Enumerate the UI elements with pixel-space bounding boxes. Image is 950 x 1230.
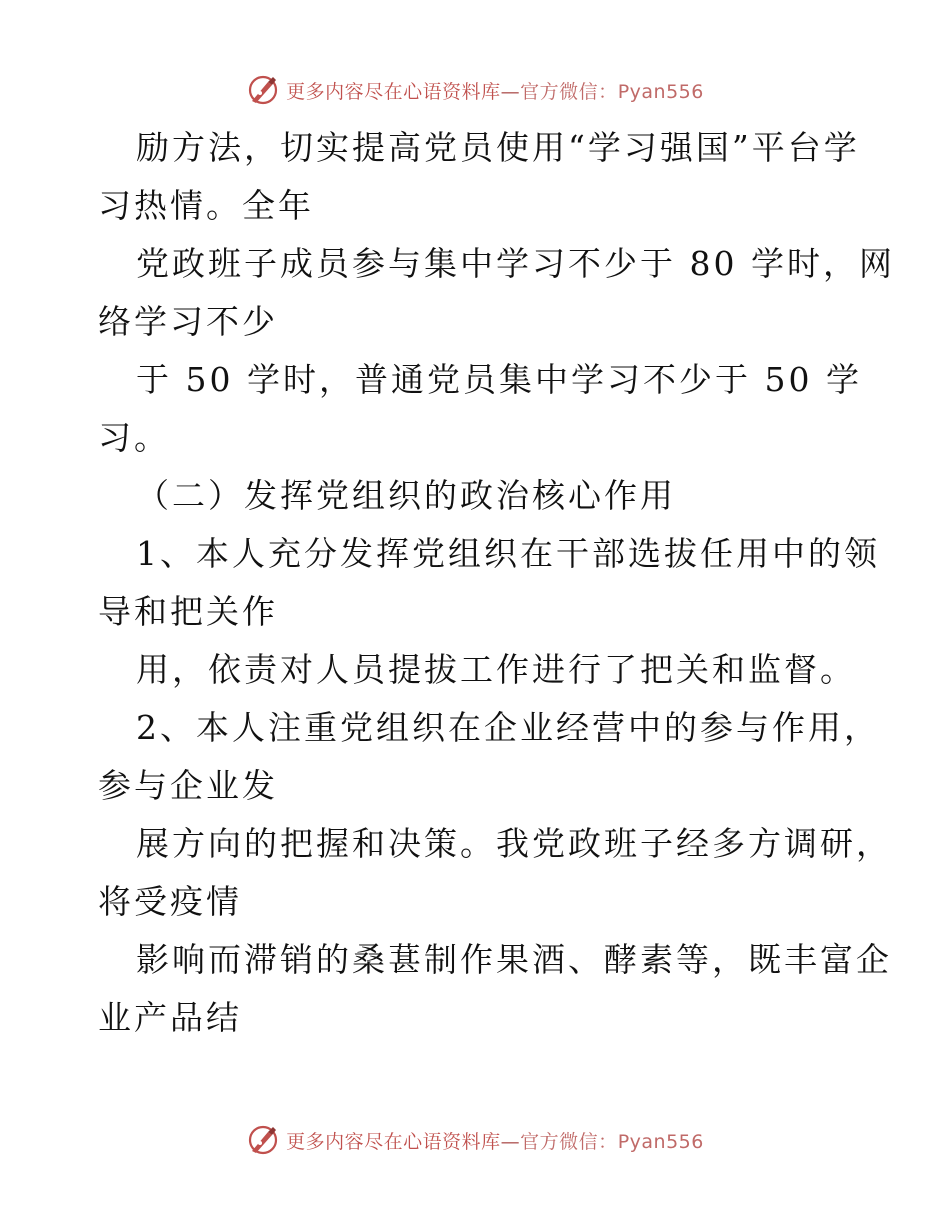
body-line: 络学习不少 — [98, 302, 278, 341]
body-line: 业产品结 — [98, 998, 242, 1037]
body-line: 于 50 学时，普通党员集中学习不少于 50 学 — [136, 360, 862, 399]
body-line: 将受疫情 — [98, 882, 242, 921]
pen-logo-icon — [246, 73, 280, 107]
section-heading: （二）发挥党组织的政治核心作用 — [136, 476, 676, 515]
footer-watermark — [0, 1120, 950, 1160]
watermark-brand: 更多内容尽在心语资料库 — [286, 80, 501, 103]
header-watermark — [0, 70, 950, 110]
body-line: 展方向的把握和决策。我党政班子经多方调研， — [136, 824, 892, 863]
body-line: 党政班子成员参与集中学习不少于 80 学时，网 — [136, 244, 895, 283]
body-line: 用，依责对人员提拔工作进行了把关和监督。 — [136, 650, 856, 689]
watermark-wechat-label: 官方微信： — [520, 1130, 618, 1153]
body-line: 习热情。全年 — [98, 186, 314, 225]
body-line: 习。 — [98, 418, 170, 457]
watermark-wechat-id: Pyan556 — [617, 1130, 704, 1153]
body-line: 导和把关作 — [98, 592, 278, 631]
watermark-separator: — — [500, 1130, 521, 1153]
body-line: 1、本人充分发挥党组织在干部选拔任用中的领 — [136, 534, 880, 573]
body-line: 参与企业发 — [98, 766, 278, 805]
watermark-text — [286, 77, 704, 104]
pen-logo-icon — [246, 1123, 280, 1157]
watermark-wechat-label: 官方微信： — [520, 80, 618, 103]
watermark-wechat-id: Pyan556 — [617, 80, 704, 103]
watermark-separator: — — [500, 80, 521, 103]
body-line: 励方法，切实提高党员使用“学习强国”平台学 — [136, 128, 860, 167]
body-line: 2、本人注重党组织在企业经营中的参与作用， — [136, 708, 880, 747]
watermark-text — [286, 1127, 704, 1154]
body-line: 影响而滞销的桑葚制作果酒、酵素等，既丰富企 — [136, 940, 892, 979]
watermark-brand: 更多内容尽在心语资料库 — [286, 1130, 501, 1153]
